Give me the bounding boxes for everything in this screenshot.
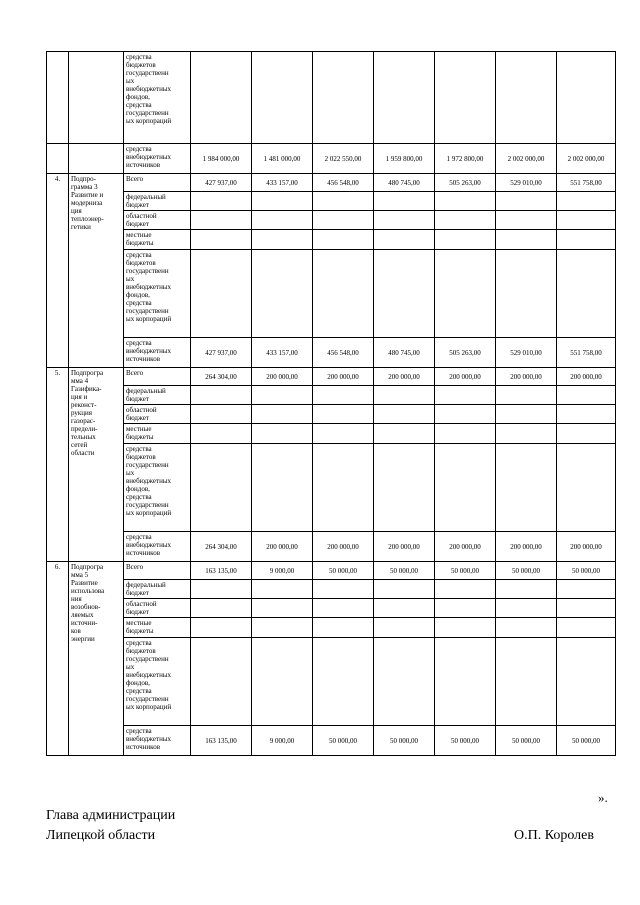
value-cell	[252, 599, 313, 618]
value-cell	[191, 424, 252, 444]
value-cell: 480 745,00	[374, 338, 435, 368]
table-row	[47, 444, 616, 532]
value-cell	[435, 424, 496, 444]
subprogram-name-cell: Подпрогра мма 5 Развитие использова ния возобнов- ляемых источни- ков энергии	[69, 562, 124, 756]
value-cell	[435, 211, 496, 230]
value-cell: 456 548,00	[313, 338, 374, 368]
value-cell: 1 481 000,00	[252, 144, 313, 174]
source-label-cell: средства бюджетов государственн ых внебюджетных фондов, средства государственн ых корпораций	[124, 444, 191, 532]
value-cell	[374, 638, 435, 726]
table-row	[47, 386, 616, 405]
value-cell	[374, 618, 435, 638]
value-cell	[191, 230, 252, 250]
table-row	[47, 250, 616, 338]
value-cell	[191, 52, 252, 144]
value-cell	[252, 580, 313, 599]
value-cell: 551 758,00	[557, 174, 616, 192]
value-cell: 9 000,00	[252, 562, 313, 580]
value-cell	[191, 250, 252, 338]
value-cell	[313, 444, 374, 532]
value-cell	[191, 638, 252, 726]
value-cell	[313, 192, 374, 211]
closing-mark: ».	[598, 790, 608, 805]
value-cell	[191, 580, 252, 599]
signature-region: Липецкой области	[46, 828, 156, 843]
value-cell: 200 000,00	[435, 532, 496, 562]
value-cell	[191, 386, 252, 405]
value-cell: 200 000,00	[313, 532, 374, 562]
value-cell: 200 000,00	[435, 368, 496, 386]
value-cell	[313, 211, 374, 230]
value-cell	[496, 52, 557, 144]
table-row	[47, 52, 616, 144]
value-cell	[252, 230, 313, 250]
value-cell: 427 937,00	[191, 174, 252, 192]
value-cell	[435, 250, 496, 338]
source-label-cell: средства внебюджетных источников	[124, 338, 191, 368]
source-label-cell: средства бюджетов государственн ых внебюджетных фондов, средства государственн ых корпораций	[124, 638, 191, 726]
value-cell	[191, 444, 252, 532]
value-cell	[191, 405, 252, 424]
value-cell	[252, 444, 313, 532]
value-cell	[557, 580, 616, 599]
value-cell: 505 263,00	[435, 338, 496, 368]
value-cell	[496, 386, 557, 405]
value-cell	[557, 52, 616, 144]
value-cell	[252, 211, 313, 230]
value-cell: 163 135,00	[191, 562, 252, 580]
value-cell	[313, 618, 374, 638]
value-cell: 200 000,00	[496, 368, 557, 386]
value-cell	[313, 638, 374, 726]
value-cell	[496, 444, 557, 532]
table-row	[47, 338, 616, 368]
value-cell: 50 000,00	[435, 562, 496, 580]
source-label-cell: местные бюджеты	[124, 618, 191, 638]
value-cell: 200 000,00	[374, 532, 435, 562]
budget-table	[46, 51, 616, 756]
value-cell	[313, 386, 374, 405]
value-cell	[496, 250, 557, 338]
source-label-cell: средства бюджетов государственн ых внебюджетных фондов, средства государственн ых корпораций	[124, 52, 191, 144]
value-cell	[374, 405, 435, 424]
value-cell: 50 000,00	[313, 726, 374, 756]
value-cell	[435, 444, 496, 532]
value-cell: 200 000,00	[252, 532, 313, 562]
value-cell	[313, 52, 374, 144]
value-cell	[435, 192, 496, 211]
value-cell	[557, 618, 616, 638]
value-cell	[252, 618, 313, 638]
value-cell	[191, 211, 252, 230]
value-cell	[557, 405, 616, 424]
value-cell: 2 002 000,00	[496, 144, 557, 174]
source-label-cell: средства бюджетов государственн ых внебюджетных фондов, средства государственн ых корпораций	[124, 250, 191, 338]
value-cell: 200 000,00	[313, 368, 374, 386]
table-row	[47, 174, 616, 192]
value-cell: 50 000,00	[557, 726, 616, 756]
value-cell: 50 000,00	[496, 562, 557, 580]
value-cell	[313, 250, 374, 338]
value-cell: 433 157,00	[252, 338, 313, 368]
source-label-cell: федеральный бюджет	[124, 386, 191, 405]
value-cell: 1 984 000,00	[191, 144, 252, 174]
value-cell	[252, 405, 313, 424]
value-cell	[191, 192, 252, 211]
value-cell	[374, 386, 435, 405]
value-cell	[557, 638, 616, 726]
value-cell	[313, 230, 374, 250]
value-cell	[435, 599, 496, 618]
value-cell	[374, 192, 435, 211]
value-cell	[313, 424, 374, 444]
subprogram-name-cell	[69, 52, 124, 144]
value-cell	[557, 444, 616, 532]
value-cell	[435, 52, 496, 144]
value-cell: 9 000,00	[252, 726, 313, 756]
total-label-cell: Всего	[124, 174, 191, 192]
value-cell	[374, 211, 435, 230]
value-cell	[557, 386, 616, 405]
value-cell: 1 959 800,00	[374, 144, 435, 174]
value-cell	[496, 211, 557, 230]
source-label-cell: средства внебюджетных источников	[124, 144, 191, 174]
value-cell: 163 135,00	[191, 726, 252, 756]
value-cell: 50 000,00	[374, 562, 435, 580]
table-row	[47, 532, 616, 562]
value-cell	[496, 424, 557, 444]
value-cell: 427 937,00	[191, 338, 252, 368]
value-cell: 2 022 550,00	[313, 144, 374, 174]
value-cell	[496, 580, 557, 599]
table-row	[47, 562, 616, 580]
value-cell	[252, 386, 313, 405]
subprogram-name-cell: Подпрогра мма 4 Газифика- ция и реконст- рукция газорас- предели- тельных сетей области	[69, 368, 124, 562]
table-row	[47, 211, 616, 230]
source-label-cell: федеральный бюджет	[124, 580, 191, 599]
value-cell	[374, 580, 435, 599]
source-label-cell: областной бюджет	[124, 599, 191, 618]
value-cell	[557, 192, 616, 211]
source-label-cell: средства внебюджетных источников	[124, 726, 191, 756]
source-label-cell: местные бюджеты	[124, 424, 191, 444]
row-index-cell: 4.	[47, 174, 69, 368]
value-cell: 50 000,00	[435, 726, 496, 756]
value-cell: 50 000,00	[374, 726, 435, 756]
source-label-cell: местные бюджеты	[124, 230, 191, 250]
value-cell	[496, 618, 557, 638]
value-cell	[191, 599, 252, 618]
source-label-cell: средства внебюджетных источников	[124, 532, 191, 562]
value-cell: 200 000,00	[252, 368, 313, 386]
signature-title: Глава администрации	[46, 808, 176, 823]
total-label-cell: Всего	[124, 562, 191, 580]
value-cell: 433 157,00	[252, 174, 313, 192]
source-label-cell: областной бюджет	[124, 405, 191, 424]
value-cell	[557, 250, 616, 338]
row-index-cell: 5.	[47, 368, 69, 562]
value-cell	[374, 230, 435, 250]
value-cell	[252, 192, 313, 211]
value-cell: 529 010,00	[496, 338, 557, 368]
total-label-cell: Всего	[124, 368, 191, 386]
row-index-cell	[47, 144, 69, 174]
value-cell	[252, 250, 313, 338]
value-cell	[435, 230, 496, 250]
value-cell: 200 000,00	[374, 368, 435, 386]
value-cell	[496, 405, 557, 424]
subprogram-name-cell: Подпро- грамма 3 Развитие и модерниза ция теплоэнер- гетики	[69, 174, 124, 368]
row-index-cell: 6.	[47, 562, 69, 756]
table-row	[47, 618, 616, 638]
value-cell: 50 000,00	[557, 562, 616, 580]
value-cell: 529 010,00	[496, 174, 557, 192]
value-cell	[557, 424, 616, 444]
value-cell: 200 000,00	[557, 368, 616, 386]
value-cell	[435, 618, 496, 638]
value-cell: 50 000,00	[313, 562, 374, 580]
table-body	[47, 52, 616, 756]
value-cell	[374, 599, 435, 618]
value-cell	[557, 211, 616, 230]
table-row	[47, 368, 616, 386]
value-cell	[435, 638, 496, 726]
value-cell	[435, 580, 496, 599]
value-cell	[374, 444, 435, 532]
table-row	[47, 424, 616, 444]
value-cell: 1 972 800,00	[435, 144, 496, 174]
value-cell	[435, 405, 496, 424]
value-cell: 264 304,00	[191, 368, 252, 386]
value-cell: 200 000,00	[496, 532, 557, 562]
table-row	[47, 144, 616, 174]
value-cell	[191, 618, 252, 638]
value-cell	[252, 424, 313, 444]
value-cell: 456 548,00	[313, 174, 374, 192]
value-cell	[496, 599, 557, 618]
value-cell	[252, 52, 313, 144]
value-cell	[374, 52, 435, 144]
value-cell: 480 745,00	[374, 174, 435, 192]
value-cell: 264 304,00	[191, 532, 252, 562]
subprogram-name-cell	[69, 144, 124, 174]
source-label-cell: федеральный бюджет	[124, 192, 191, 211]
signature-name: О.П. Королев	[514, 828, 594, 843]
value-cell: 551 758,00	[557, 338, 616, 368]
table-row	[47, 230, 616, 250]
table-row	[47, 192, 616, 211]
value-cell: 200 000,00	[557, 532, 616, 562]
table-row	[47, 405, 616, 424]
value-cell	[557, 230, 616, 250]
value-cell	[313, 405, 374, 424]
value-cell	[313, 580, 374, 599]
value-cell: 2 002 000,00	[557, 144, 616, 174]
value-cell	[557, 599, 616, 618]
value-cell	[252, 638, 313, 726]
value-cell	[496, 230, 557, 250]
table-row	[47, 599, 616, 618]
value-cell: 50 000,00	[496, 726, 557, 756]
value-cell	[496, 638, 557, 726]
value-cell	[435, 386, 496, 405]
table-row	[47, 726, 616, 756]
value-cell	[374, 250, 435, 338]
source-label-cell: областной бюджет	[124, 211, 191, 230]
value-cell	[313, 599, 374, 618]
table-row	[47, 638, 616, 726]
value-cell	[374, 424, 435, 444]
value-cell: 505 263,00	[435, 174, 496, 192]
value-cell	[496, 192, 557, 211]
row-index-cell	[47, 52, 69, 144]
table-row	[47, 580, 616, 599]
